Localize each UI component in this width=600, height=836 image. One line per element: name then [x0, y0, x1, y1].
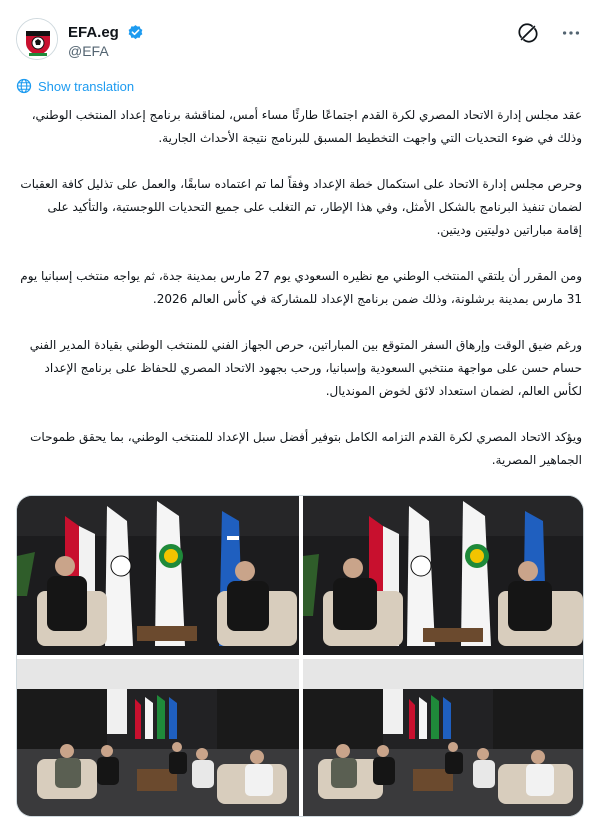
- tweet-paragraph: ويؤكد الاتحاد المصري لكرة القدم التزامه الكامل بتوفير أفضل سبل الإعداد للمنتخب الوطني، بما يحقق طموحات الجماهير المصرية.: [30, 430, 582, 467]
- verified-badge-icon: [127, 24, 144, 41]
- tweet-paragraph: عقد مجلس إدارة الاتحاد المصري لكرة القدم اجتماعًا طارئًا مساء أمس، لمناقشة برنامج إعداد المنتخب الوطني، وذلك في ضوء التحديات التي واجهت التخطيط المسبق للبرنامج نتيجة الأحداث الجارية.: [31, 108, 582, 145]
- handle[interactable]: @EFA: [68, 43, 109, 59]
- tweet-paragraph: ورغم ضيق الوقت وإرهاق السفر المتوقع بين المباراتين، حرص الجهاز الفني للمنتخب الوطني بقيادة المدير الفني حسام حسن على مواجهة منتخبي السعودية وإسبانيا، ورحب بجهود الاتحاد المصري للحفاظ على برنامج الإعداد لكأس العالم، لضمان استعداد لائق لخوض المونديال.: [29, 338, 582, 398]
- tweet-header: [16, 14, 584, 70]
- grok-icon[interactable]: [517, 22, 541, 46]
- tweet-paragraph: وحرص مجلس إدارة الاتحاد على استكمال خطة الإعداد وفقاً لما تم اعتماده سابقًا، والعمل على تذليل كافة العقبات لضمان تنفيذ البرنامج بالشكل الأمثل، وفي هذا الإطار، تم التغلب على جميع التحديات اللوجستية، والتأكيد على إقامة مباراتين دوليتين وديتين.: [20, 177, 582, 237]
- efa-logo-icon: [17, 19, 58, 60]
- display-name[interactable]: EFA.eg: [68, 24, 119, 41]
- media-grid: [16, 495, 584, 817]
- show-translation-link[interactable]: [16, 78, 134, 94]
- globe-icon: [16, 78, 32, 94]
- tweet-text: [20, 104, 582, 472]
- photo-meeting-1[interactable]: [17, 496, 299, 655]
- avatar[interactable]: [16, 18, 58, 60]
- photo-meeting-4[interactable]: [303, 659, 584, 817]
- show-translation-label[interactable]: Show translation: [38, 78, 135, 94]
- photo-meeting-3[interactable]: [17, 659, 299, 817]
- more-dots-icon[interactable]: [560, 22, 584, 46]
- tweet-paragraph: ومن المقرر أن يلتقي المنتخب الوطني مع نظيره السعودي يوم 27 مارس بمدينة جدة، ثم يواجه منتخب إسبانيا يوم 31 مارس بمدينة برشلونة، وذلك ضمن برنامج الإعداد للمشاركة في كأس العالم 2026.: [20, 269, 582, 306]
- photo-meeting-2[interactable]: [303, 496, 584, 655]
